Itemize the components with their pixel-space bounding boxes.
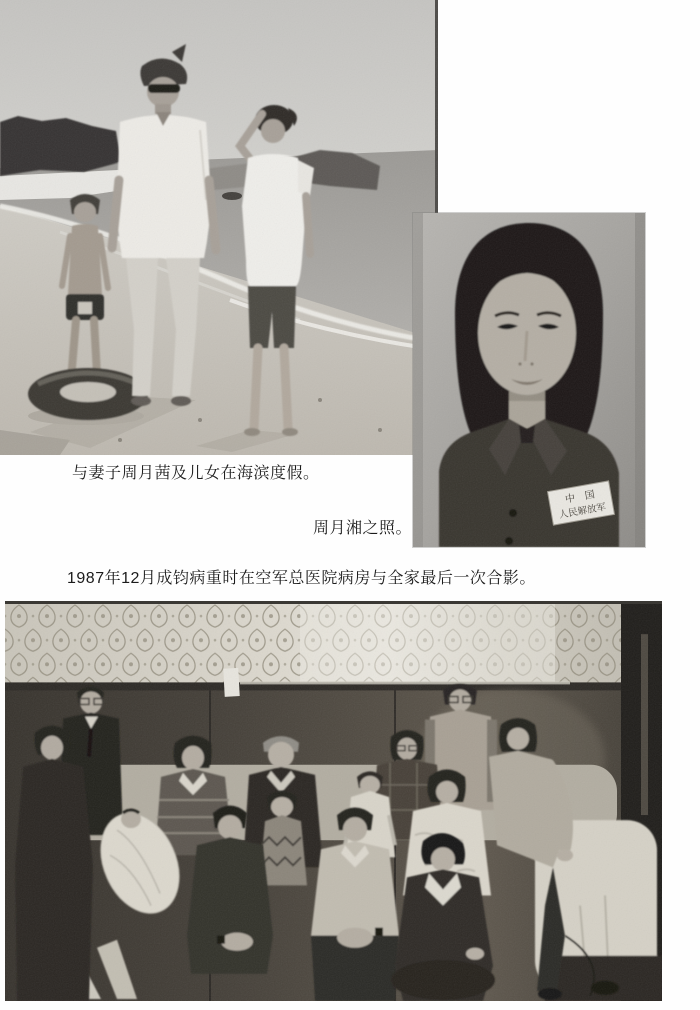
portrait-photo (413, 213, 645, 547)
film-grain (413, 213, 645, 547)
caption-portrait: 周月湘之照。 (313, 520, 413, 537)
beach-photo (0, 0, 438, 455)
beach-photo-art (0, 0, 438, 455)
group-photo (5, 601, 662, 1001)
badge-line1: 中 国 (564, 489, 596, 506)
group-photo-art (5, 604, 662, 1001)
caption-beach: 与妻子周月茜及儿女在海滨度假。 (72, 465, 320, 482)
film-grain (5, 604, 662, 1001)
caption-group: 1987年12月成钧病重时在空军总医院病房与全家最后一次合影。 (67, 570, 536, 587)
badge-line2: 人民解放军 (558, 501, 607, 521)
film-grain (0, 0, 438, 455)
portrait-photo-art (413, 213, 645, 547)
